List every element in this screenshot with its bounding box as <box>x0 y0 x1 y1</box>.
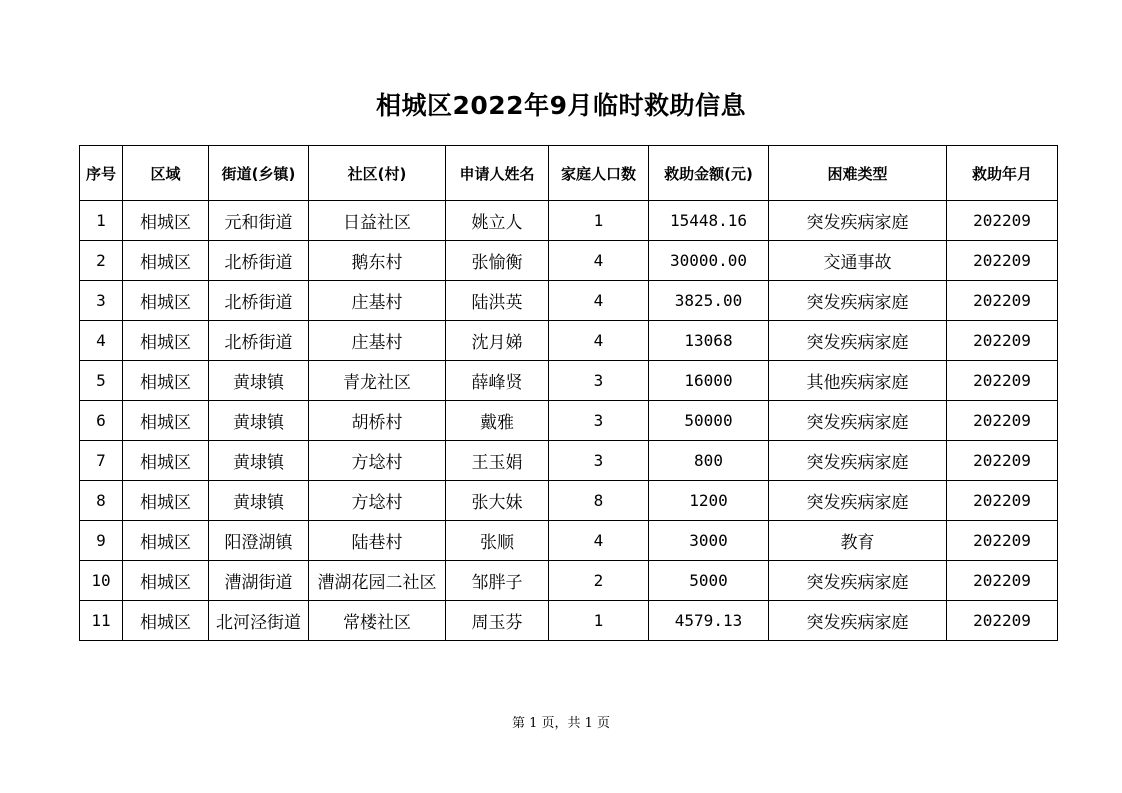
cell-hardship-type: 突发疾病家庭 <box>769 201 947 241</box>
table-header-row <box>80 146 1058 201</box>
cell-street: 北桥街道 <box>209 281 309 321</box>
cell-relief-month: 202209 <box>947 521 1058 561</box>
cell-serial: 3 <box>80 281 123 321</box>
header-serial: 序号 <box>80 146 123 201</box>
cell-relief-month: 202209 <box>947 481 1058 521</box>
cell-applicant: 邹胖子 <box>446 561 549 601</box>
cell-region: 相城区 <box>123 201 209 241</box>
cell-community: 庄基村 <box>309 321 446 361</box>
cell-household-size: 3 <box>549 401 649 441</box>
cell-serial: 4 <box>80 321 123 361</box>
cell-street: 元和街道 <box>209 201 309 241</box>
cell-serial: 11 <box>80 601 123 641</box>
cell-community: 胡桥村 <box>309 401 446 441</box>
cell-relief-month: 202209 <box>947 281 1058 321</box>
cell-serial: 1 <box>80 201 123 241</box>
cell-household-size: 3 <box>549 441 649 481</box>
header-relief-month: 救助年月 <box>947 146 1058 201</box>
cell-household-size: 4 <box>549 241 649 281</box>
table-row <box>80 201 1058 241</box>
cell-hardship-type: 突发疾病家庭 <box>769 601 947 641</box>
cell-community: 日益社区 <box>309 201 446 241</box>
cell-hardship-type: 突发疾病家庭 <box>769 321 947 361</box>
table-body <box>80 201 1058 641</box>
cell-amount: 16000 <box>649 361 769 401</box>
table-row <box>80 281 1058 321</box>
cell-region: 相城区 <box>123 601 209 641</box>
cell-household-size: 1 <box>549 601 649 641</box>
cell-household-size: 4 <box>549 281 649 321</box>
cell-applicant: 薛峰贤 <box>446 361 549 401</box>
cell-applicant: 王玉娟 <box>446 441 549 481</box>
cell-community: 鹅东村 <box>309 241 446 281</box>
cell-community: 常楼社区 <box>309 601 446 641</box>
header-applicant: 申请人姓名 <box>446 146 549 201</box>
cell-relief-month: 202209 <box>947 601 1058 641</box>
cell-region: 相城区 <box>123 281 209 321</box>
cell-household-size: 4 <box>549 321 649 361</box>
cell-hardship-type: 其他疾病家庭 <box>769 361 947 401</box>
cell-applicant: 陆洪英 <box>446 281 549 321</box>
cell-community: 方埝村 <box>309 441 446 481</box>
table-row <box>80 561 1058 601</box>
cell-amount: 30000.00 <box>649 241 769 281</box>
table-row <box>80 481 1058 521</box>
cell-applicant: 周玉芬 <box>446 601 549 641</box>
cell-amount: 15448.16 <box>649 201 769 241</box>
cell-amount: 50000 <box>649 401 769 441</box>
cell-applicant: 戴雅 <box>446 401 549 441</box>
cell-household-size: 2 <box>549 561 649 601</box>
cell-relief-month: 202209 <box>947 321 1058 361</box>
cell-hardship-type: 教育 <box>769 521 947 561</box>
cell-applicant: 姚立人 <box>446 201 549 241</box>
cell-street: 黄埭镇 <box>209 361 309 401</box>
cell-household-size: 4 <box>549 521 649 561</box>
cell-community: 庄基村 <box>309 281 446 321</box>
cell-region: 相城区 <box>123 441 209 481</box>
cell-applicant: 张大妹 <box>446 481 549 521</box>
cell-hardship-type: 突发疾病家庭 <box>769 401 947 441</box>
cell-relief-month: 202209 <box>947 241 1058 281</box>
header-community: 社区(村) <box>309 146 446 201</box>
cell-household-size: 8 <box>549 481 649 521</box>
cell-street: 漕湖街道 <box>209 561 309 601</box>
cell-region: 相城区 <box>123 561 209 601</box>
cell-hardship-type: 突发疾病家庭 <box>769 481 947 521</box>
cell-relief-month: 202209 <box>947 361 1058 401</box>
header-street: 街道(乡镇) <box>209 146 309 201</box>
table-row <box>80 441 1058 481</box>
cell-household-size: 3 <box>549 361 649 401</box>
table-row <box>80 521 1058 561</box>
header-hardship-type: 困难类型 <box>769 146 947 201</box>
cell-community: 青龙社区 <box>309 361 446 401</box>
page-title: 相城区2022年9月临时救助信息 <box>376 91 746 120</box>
page-footer: 第 1 页，共 1 页 <box>511 716 611 731</box>
cell-street: 北桥街道 <box>209 321 309 361</box>
cell-street: 阳澄湖镇 <box>209 521 309 561</box>
cell-community: 陆巷村 <box>309 521 446 561</box>
cell-street: 黄埭镇 <box>209 441 309 481</box>
cell-hardship-type: 交通事故 <box>769 241 947 281</box>
cell-serial: 6 <box>80 401 123 441</box>
cell-household-size: 1 <box>549 201 649 241</box>
cell-region: 相城区 <box>123 321 209 361</box>
cell-applicant: 沈月娣 <box>446 321 549 361</box>
cell-region: 相城区 <box>123 401 209 441</box>
cell-amount: 5000 <box>649 561 769 601</box>
header-household-size: 家庭人口数 <box>549 146 649 201</box>
cell-community: 漕湖花园二社区 <box>309 561 446 601</box>
cell-amount: 4579.13 <box>649 601 769 641</box>
cell-region: 相城区 <box>123 241 209 281</box>
table-row <box>80 361 1058 401</box>
cell-serial: 9 <box>80 521 123 561</box>
relief-table <box>79 145 1058 641</box>
cell-amount: 13068 <box>649 321 769 361</box>
cell-serial: 7 <box>80 441 123 481</box>
cell-amount: 1200 <box>649 481 769 521</box>
table-row <box>80 241 1058 281</box>
cell-region: 相城区 <box>123 521 209 561</box>
cell-street: 黄埭镇 <box>209 401 309 441</box>
cell-serial: 5 <box>80 361 123 401</box>
cell-serial: 8 <box>80 481 123 521</box>
cell-amount: 3825.00 <box>649 281 769 321</box>
cell-hardship-type: 突发疾病家庭 <box>769 561 947 601</box>
cell-relief-month: 202209 <box>947 441 1058 481</box>
cell-amount: 3000 <box>649 521 769 561</box>
cell-applicant: 张顺 <box>446 521 549 561</box>
cell-community: 方埝村 <box>309 481 446 521</box>
table-row <box>80 321 1058 361</box>
cell-amount: 800 <box>649 441 769 481</box>
header-region: 区域 <box>123 146 209 201</box>
cell-street: 黄埭镇 <box>209 481 309 521</box>
table-row <box>80 401 1058 441</box>
cell-serial: 2 <box>80 241 123 281</box>
cell-serial: 10 <box>80 561 123 601</box>
cell-hardship-type: 突发疾病家庭 <box>769 441 947 481</box>
cell-applicant: 张愉衡 <box>446 241 549 281</box>
cell-region: 相城区 <box>123 361 209 401</box>
header-amount: 救助金额(元) <box>649 146 769 201</box>
cell-street: 北河泾街道 <box>209 601 309 641</box>
table-row <box>80 601 1058 641</box>
cell-relief-month: 202209 <box>947 201 1058 241</box>
cell-street: 北桥街道 <box>209 241 309 281</box>
cell-relief-month: 202209 <box>947 401 1058 441</box>
cell-relief-month: 202209 <box>947 561 1058 601</box>
cell-region: 相城区 <box>123 481 209 521</box>
cell-hardship-type: 突发疾病家庭 <box>769 281 947 321</box>
